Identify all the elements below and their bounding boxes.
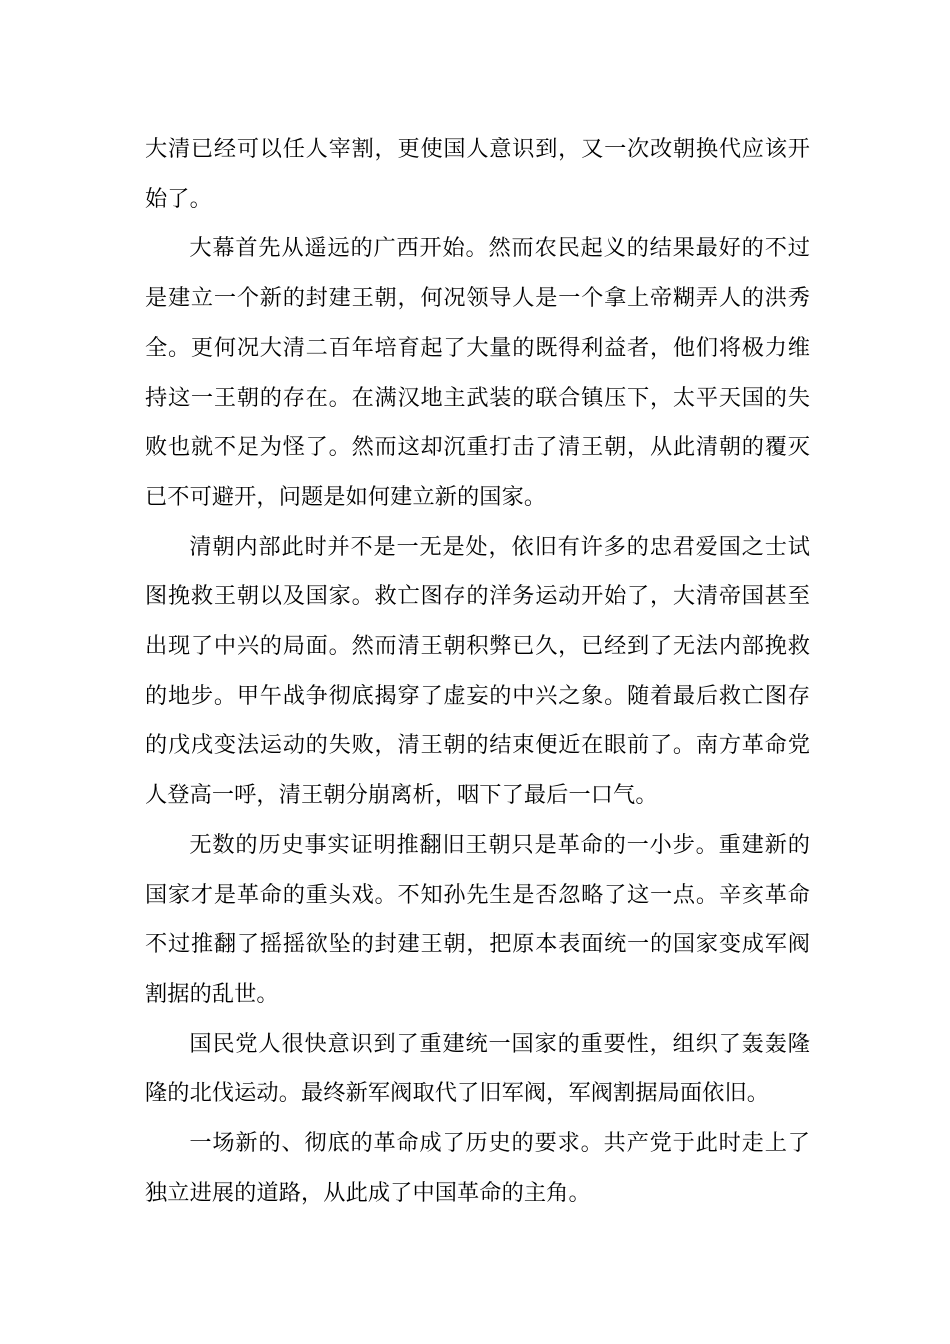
paragraph-communist-party: 一场新的、彻底的革命成了历史的要求。共产党于此时走上了独立进展的道路，从此成了中国革命的主角。 bbox=[145, 1130, 810, 1206]
paragraph-guangxi: 大幕首先从遥远的广西开始。然而农民起义的结果最好的不过是建立一个新的封建王朝，何况领导人是一个拿上帝糊弄人的洪秀全。更何况大清二百年培育起了大量的既得利益者，他们将极力维持这一王朝的存在。在满汉地主武装的联合镇压下，太平天国的失败也就不足为怪了。然而这却沉重打击了清王朝，从此清朝的覆灭已不可避开，问题是如何建立新的国家。 bbox=[145, 235, 810, 510]
paragraph-northern-expedition: 国民党人很快意识到了重建统一国家的重要性，组织了轰轰隆隆的北伐运动。最终新军阀取代了旧军阀，军阀割据局面依旧。 bbox=[145, 1030, 810, 1107]
paragraph-xinhai-revolution: 无数的历史事实证明推翻旧王朝只是革命的一小步。重建新的国家才是革命的重头戏。不知孙先生是否忽略了这一点。辛亥革命不过推翻了摇摇欲坠的封建王朝，把原本表面统一的国家变成军阀割据的乱世。 bbox=[145, 831, 810, 1007]
body-text bbox=[145, 125, 810, 1218]
paragraph-qing-reform: 清朝内部此时并不是一无是处，依旧有许多的忠君爱国之士试图挽救王朝以及国家。救亡图存的洋务运动开始了，大清帝国甚至出现了中兴的局面。然而清王朝积弊已久，已经到了无法内部挽救的地步。甲午战争彻底揭穿了虚妄的中兴之象。随着最后救亡图存的戊戌变法运动的失败，清王朝的结束便近在眼前了。南方革命党人登高一呼，清王朝分崩离析，咽下了最后一口气。 bbox=[145, 533, 810, 809]
paragraph-continuation: 大清已经可以任人宰割，更使国人意识到，又一次改朝换代应该开始了。 bbox=[145, 136, 810, 212]
